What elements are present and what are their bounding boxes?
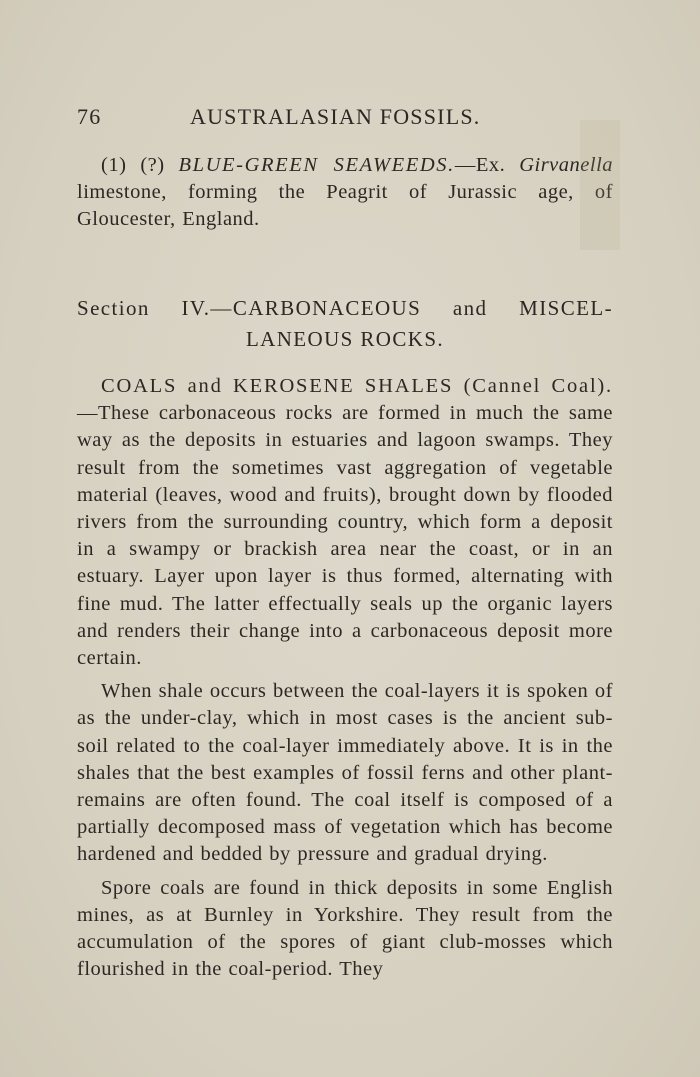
paragraph-spore-coals: Spore coals are found in thick deposits in some English mines, as at Burnley in Yorkshire. They result from the accumulation of the spores of giant club-mosses which flourished in the coal-period. They (77, 876, 613, 981)
page-number: 76 (77, 104, 102, 129)
item-title: BLUE-GREEN SEAWEEDS. (178, 154, 455, 176)
running-title: AUSTRALASIAN FOSSILS. (190, 104, 481, 129)
item-ex-label: —Ex. (454, 154, 506, 176)
seaweed-item-paragraph (77, 152, 613, 234)
section-numeral: IV.—CARBONACEOUS (181, 296, 422, 320)
item-genus: Girvanella (519, 154, 614, 176)
paragraph-coals-lead: COALS and KEROSENE SHALES (Cannel Coal). (101, 375, 613, 397)
item-number: (1) (?) (101, 154, 165, 176)
section-connector: and (452, 296, 488, 320)
page-header (77, 104, 614, 132)
paragraph-coals-text: —These carbonaceous rocks are formed in much the same way as the deposits in estuaries and lagoon swamps. They result from the sometimes vast aggregation of vegetable material (leaves, wood and fruits), brought down by flooded rivers from the surrounding country, which form a deposit in a swampy or brackish area near the coast, or in an estuary. Layer upon layer is thus formed, alternating with fine mud. The latter effectually seals up the organic layers and renders their change into a carbonaceous deposit more certain. (77, 402, 613, 670)
item-text: limestone, forming the Peagrit of Jurassic age, of Gloucester, England. (77, 181, 613, 231)
section-heading (77, 293, 613, 355)
paragraph-shale: When shale occurs between the coal-layers it is spoken of as the under-clay, which in most cases is the ancient sub-soil related to the coal-layer immediately above. It is in the shales that the best examples of fossil ferns and other plant-remains are often found. The coal itself is composed of a partially decomposed mass of vegetation which has become hardened and bedded by pressure and gradual drying. (77, 680, 613, 866)
seaweed-item (77, 152, 613, 234)
section-word-part1: MISCEL- (519, 296, 613, 320)
body-text (77, 373, 613, 983)
section-heading-line-1 (77, 293, 613, 324)
paragraph-coals (77, 373, 613, 672)
section-heading-line-2: LANEOUS ROCKS. (245, 327, 445, 351)
section-label: Section (77, 296, 150, 320)
